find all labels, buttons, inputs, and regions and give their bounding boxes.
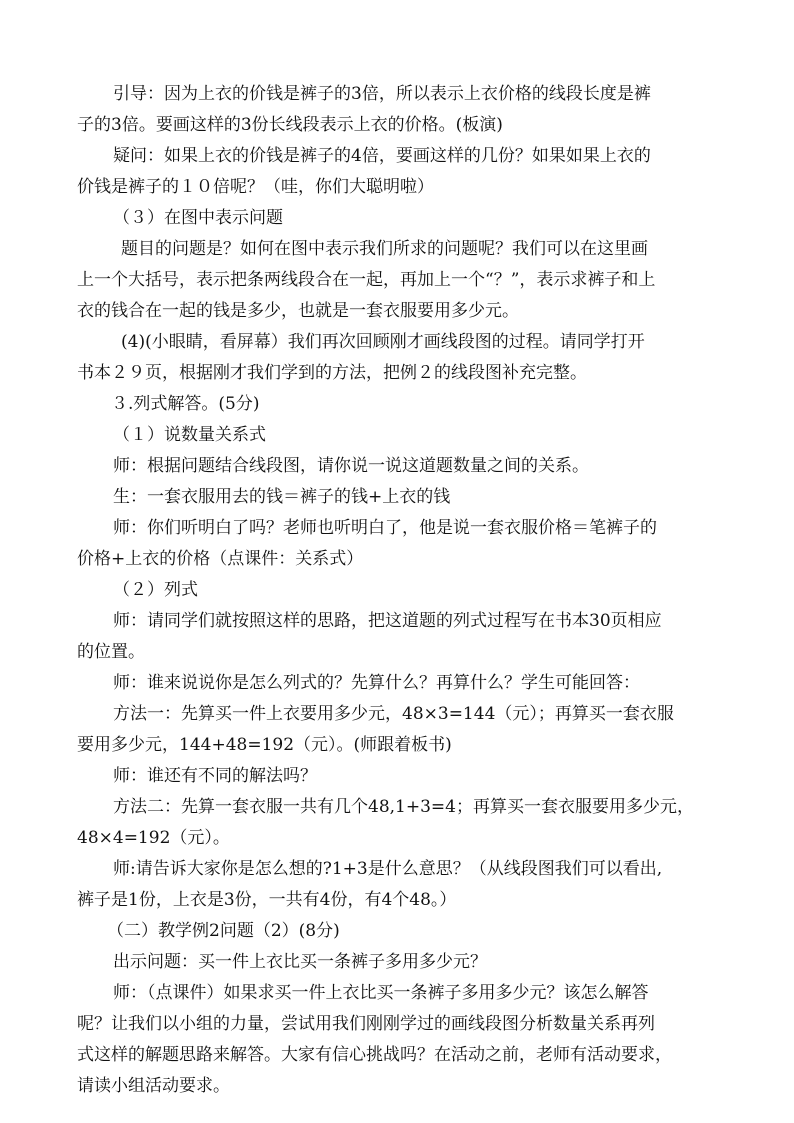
document-page — [77, 79, 720, 1102]
section-heading: ３.列式解答。(5分) — [111, 394, 260, 414]
paragraph-line: 疑问：如果上衣的价钱是裤子的4倍，要画这样的几份？如果如果上衣的 — [113, 146, 651, 166]
paragraph-line: 师：谁来说说你是怎么列式的？先算什么？再算什么？学生可能回答： — [113, 673, 640, 693]
paragraph-line: 衣的钱合在一起的钱是多少，也就是一套衣服要用多少元。 — [77, 301, 519, 321]
paragraph-line: 子的3倍。要画这样的3份长线段表示上衣的价格。(板演) — [77, 115, 503, 135]
section-heading: （２）列式 — [113, 580, 198, 600]
paragraph-line: 师：（点课件）如果求买一件上衣比买一条裤子多用多少元？该怎么解答 — [113, 983, 649, 1003]
paragraph-line: 价格+上衣的价格（点课件：关系式） — [77, 549, 364, 569]
paragraph-line: 要用多少元，144+48=192（元）。(师跟着板书) — [77, 735, 452, 755]
paragraph-line: 的位置。 — [77, 642, 145, 662]
paragraph-line: 题目的问题是？如何在图中表示我们所求的问题呢？我们可以在这里画 — [121, 239, 648, 259]
section-heading: （１）说数量关系式 — [113, 425, 266, 445]
paragraph-line: 书本２９页，根据刚才我们学到的方法，把例２的线段图补充完整。 — [77, 363, 587, 383]
section-heading: （３）在图中表示问题 — [113, 208, 283, 228]
paragraph-line: 式这样的解题思路来解答。大家有信心挑战吗？在活动之前，老师有活动要求， — [77, 1045, 672, 1065]
paragraph-line: 师:请告诉大家你是怎么想的?1+3是什么意思？（从线段图我们可以看出, — [113, 859, 663, 879]
paragraph-line: 师：请同学们就按照这样的思路，把这道题的列式过程写在书本30页相应 — [113, 611, 662, 631]
paragraph-line: 48×4=192（元）。 — [77, 828, 230, 848]
paragraph-line: 方法二：先算一套衣服一共有几个48,1+3=4；再算买一套衣服要用多少元， — [113, 797, 694, 817]
section-heading: （二）教学例2问题（2）(8分) — [107, 921, 340, 941]
paragraph-line: (4)(小眼睛，看屏幕）我们再次回顾刚才画线段图的过程。请同学打开 — [121, 332, 645, 352]
paragraph-line: 上一个大括号，表示把条两线段合在一起，再加上一个“？”，表示求裤子和上 — [77, 270, 656, 290]
paragraph-line: 引导：因为上衣的价钱是裤子的3倍，所以表示上衣价格的线段长度是裤 — [113, 84, 651, 104]
paragraph-line: 方法一：先算买一件上衣要用多少元，48×3=144（元）；再算买一套衣服 — [113, 704, 674, 724]
paragraph-line: 价钱是裤子的１０倍呢？（哇，你们大聪明啦） — [77, 177, 434, 197]
paragraph-line: 裤子是1份，上衣是3份，一共有4份，有4个48。） — [77, 890, 457, 910]
paragraph-line: 出示问题：买一件上衣比买一条裤子多用多少元？ — [113, 952, 487, 972]
paragraph-line: 师：根据问题结合线段图，请你说一说这道题数量之间的关系。 — [113, 456, 589, 476]
paragraph-line: 师：你们听明白了吗？老师也听明白了，他是说一套衣服价格＝笔裤子的 — [113, 518, 657, 538]
paragraph-line: 师：谁还有不同的解法吗？ — [113, 766, 317, 786]
paragraph-line: 请读小组活动要求。 — [77, 1076, 230, 1096]
paragraph-line: 呢？让我们以小组的力量，尝试用我们刚刚学过的画线段图分析数量关系再列 — [77, 1014, 655, 1034]
paragraph-line: 生：一套衣服用去的钱＝裤子的钱+上衣的钱 — [113, 487, 451, 507]
